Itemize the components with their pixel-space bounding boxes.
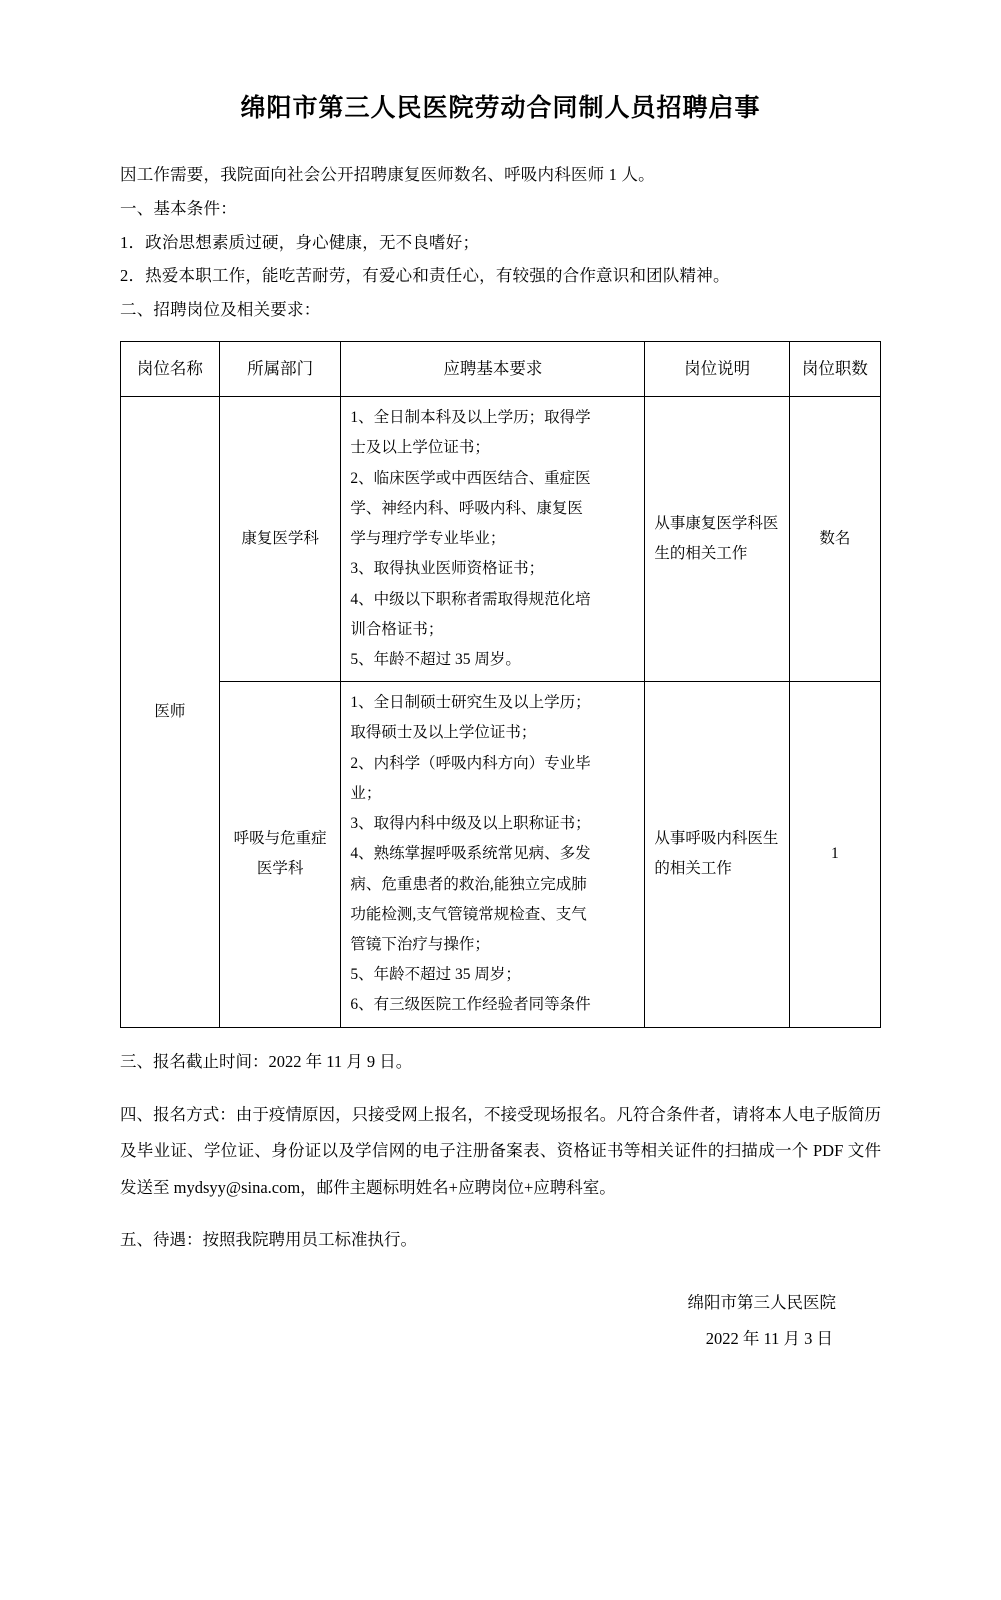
signature-date: 2022 年 11 月 3 日 xyxy=(705,1328,833,1348)
requirement-line: 训合格证书； xyxy=(350,620,444,638)
requirement-line: 学、神经内科、呼吸内科、康复医 xyxy=(350,499,583,517)
cell-position-name: 医师 xyxy=(121,397,220,1027)
requirement-line: 业； xyxy=(350,784,382,802)
intro-section xyxy=(120,158,881,327)
cell-count-2: 1 xyxy=(789,682,880,1027)
cell-requirements-2 xyxy=(341,682,645,1027)
table-header-row xyxy=(121,342,881,397)
intro-line-1: 因工作需要，我院面向社会公开招聘康复医师数名、呼吸内科医师 1 人。 xyxy=(120,165,655,184)
intro-line-5: 二、招聘岗位及相关要求： xyxy=(120,300,321,320)
requirement-line: 3、取得执业医师资格证书； xyxy=(350,560,545,578)
deadline-line: 三、报名截止时间：2022 年 11 月 9 日。 xyxy=(120,1052,413,1072)
requirement-line: 病、危重患者的救治,能独立完成肺 xyxy=(350,875,587,893)
cell-department-2: 呼吸与危重症医学科 xyxy=(219,682,341,1027)
cell-description-1: 从事康复医学科医生的相关工作 xyxy=(645,397,789,682)
requirement-line: 1、全日制本科及以上学历；取得学 xyxy=(350,409,591,427)
requirement-line: 6、有三级医院工作经验者同等条件 xyxy=(350,996,591,1014)
requirement-line: 学与理疗学专业毕业； xyxy=(350,530,506,548)
compensation-line: 五、待遇：按照我院聘用员工标准执行。 xyxy=(120,1230,417,1250)
cell-count-1: 数名 xyxy=(789,397,880,682)
requirement-line: 4、熟练掌握呼吸系统常见病、多发 xyxy=(350,845,591,863)
requirement-line: 4、中级以下职称者需取得规范化培 xyxy=(350,590,591,608)
requirement-line: 3、取得内科中级及以上职称证书； xyxy=(350,815,591,833)
requirement-line: 5、年龄不超过 35 周岁。 xyxy=(350,650,521,668)
requirement-line: 士及以上学位证书； xyxy=(350,439,490,457)
page-title: 绵阳市第三人民医院劳动合同制人员招聘启事 xyxy=(240,95,761,122)
requirement-line: 5、年龄不超过 35 周岁； xyxy=(350,966,521,984)
application-method-paragraph: 四、报名方式：由于疫情原因，只接受网上报名，不接受现场报名。凡符合条件者，请将本人电子版简历及毕业证、学位证、身份证以及学信网的电子注册备案表、资格证书等相关证件的扫描成一个 PDF 文件发送至 mydsyy@sina.com，邮件主题标明姓名+应聘岗位+应聘科室。 xyxy=(120,1104,881,1197)
requirement-line: 2、临床医学或中西医结合、重症医 xyxy=(350,469,591,487)
requirement-line: 2、内科学（呼吸内科方向）专业毕 xyxy=(350,754,591,772)
table-header-count: 岗位职数 xyxy=(789,342,880,397)
tail-section xyxy=(120,1044,881,1258)
table-header-description: 岗位说明 xyxy=(645,342,789,397)
table-header-requirements: 应聘基本要求 xyxy=(341,342,645,397)
table-header-position-name: 岗位名称 xyxy=(121,342,220,397)
requirement-line: 取得硕士及以上学位证书； xyxy=(350,724,537,742)
intro-line-2: 一、基本条件： xyxy=(120,198,237,218)
signature-organization: 绵阳市第三人民医院 xyxy=(687,1292,836,1312)
requirement-line: 功能检测,支气管镜常规检查、支气 xyxy=(350,905,587,923)
job-requirements-table xyxy=(120,341,881,1028)
table-row xyxy=(121,397,881,682)
requirement-line: 1、全日制硕士研究生及以上学历； xyxy=(350,694,591,712)
intro-line-3: 1．政治思想素质过硬，身心健康，无不良嗜好； xyxy=(120,232,480,252)
table-header-department: 所属部门 xyxy=(219,342,341,397)
intro-line-4: 2．热爱本职工作，能吃苦耐劳，有爱心和责任心，有较强的合作意识和团队精神。 xyxy=(120,266,730,286)
cell-requirements-1 xyxy=(341,397,645,682)
cell-department-1: 康复医学科 xyxy=(219,397,341,682)
cell-description-2: 从事呼吸内科医生的相关工作 xyxy=(645,682,789,1027)
requirement-line: 管镜下治疗与操作； xyxy=(350,935,490,953)
table-row xyxy=(121,682,881,1027)
